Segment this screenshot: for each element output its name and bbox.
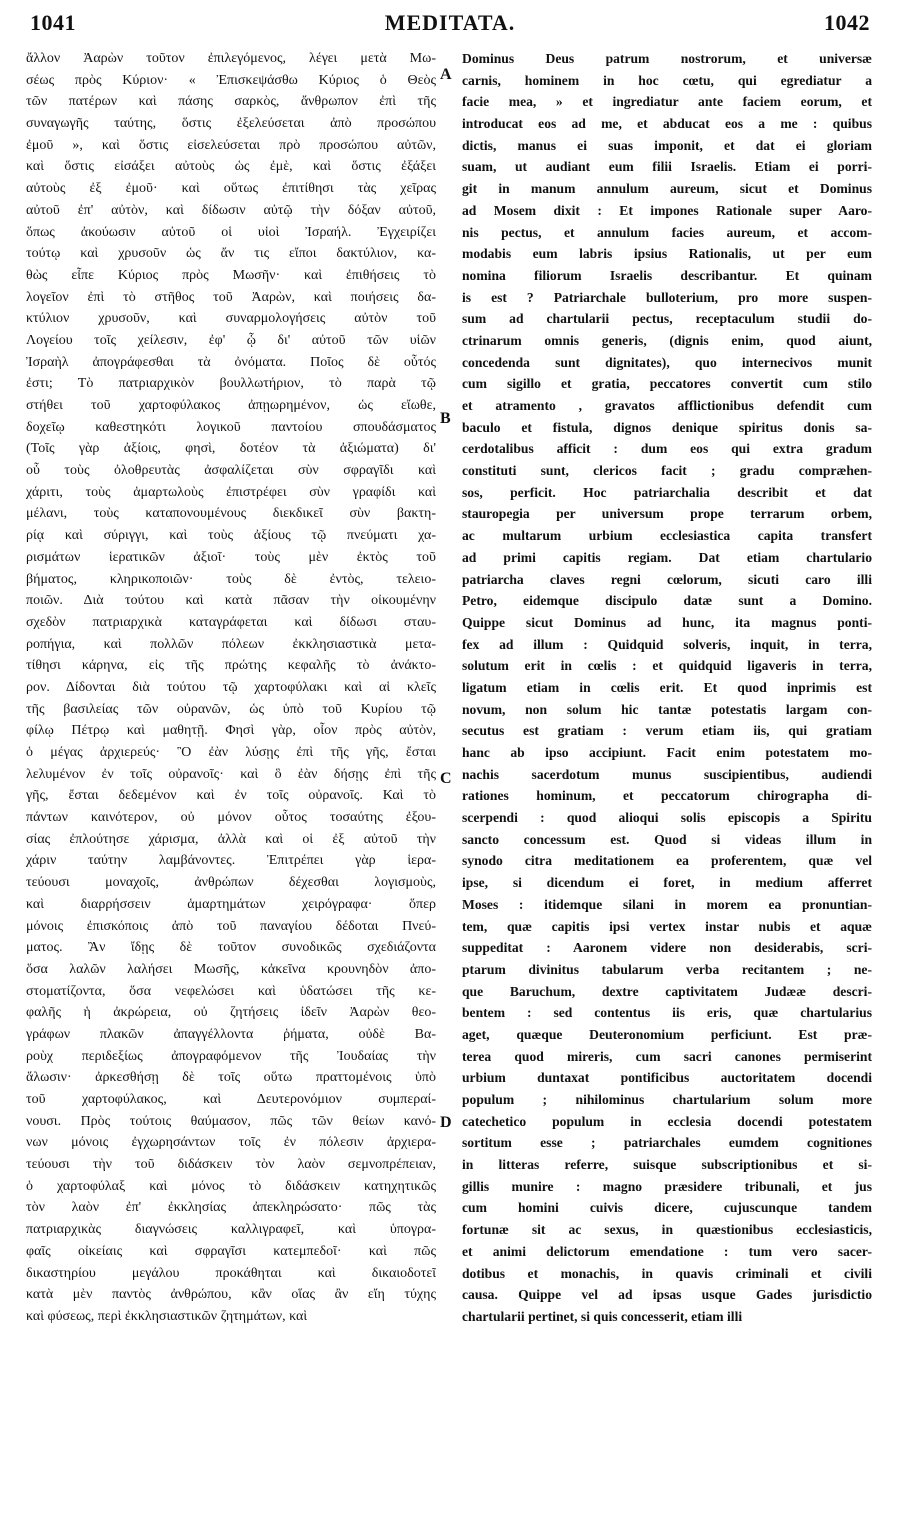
text-line: ipse, si dicendum ei foret, in medium afferret <box>462 875 872 891</box>
text-line: fortunæ sit ac sexus, in quæstionibus ecclesiasticis, <box>462 1222 872 1238</box>
text-line: κατὰ μὲν παντὸς ἀνθρώπου, κἂν οἵας ἂν εἴη τύχης <box>26 1287 436 1303</box>
text-line: μόνοις ἐπισκόποις ἀπὸ τοῦ παναγίου δέδοται Πνεύ- <box>26 918 436 934</box>
text-line: φαλῆς ἡ ἀκρώρεια, οὐ ζητήσεις ἰδεῖν Ἀαρὼν θεο- <box>26 1005 436 1021</box>
text-line: στοματίζοντα, ὅσα νεφελώσει καὶ ὑδατώσει τῆς κε- <box>26 983 436 999</box>
text-line: dotibus et monachis, in quavis criminali et civili <box>462 1265 872 1281</box>
text-line: χάριτι, τοὺς ἁμαρτωλοὺς ἐπιστρέφει σὺν γραφίδι καὶ <box>26 484 436 500</box>
text-line: νουσι. Πρὸς τούτοις θαύμασον, πῶς τῶν θείων κανό- <box>26 1113 436 1129</box>
text-line: ἅλωσιν· ἀρκεσθήσῃ δὲ τοῖς οὕτω πραττομένοις ὑπὸ <box>26 1070 436 1086</box>
text-line: carnis, hominem in hoc cœtu, qui egrediatur a <box>462 72 872 88</box>
text-line: hanc ab ipso accipiunt. Facit enim potestatem mo- <box>462 745 872 760</box>
text-line: patriarcha claves regni cœlorum, sicuti caro illi <box>462 571 872 587</box>
page-number-left: 1041 <box>30 10 76 35</box>
greek-text-column <box>26 48 436 1328</box>
text-line: sancto concessum est. Quod si videas illum in <box>462 831 872 847</box>
text-line: baculo et fistula, dignos denique spiritus donis sa- <box>462 419 872 435</box>
text-line: σχεδὸν πατριαρχικὰ καταγράφεται καὶ δίδωσι σταυ- <box>26 614 436 630</box>
margin-letter-b: B <box>440 410 451 427</box>
text-line: χάριν ταύτην λαμβάνοντες. Ἐπιτρέπει γὰρ ἱερα- <box>26 853 436 869</box>
text-line: ρίᾳ καὶ σύριγγι, καὶ τοὺς ἀξίους τῷ πνεύματι χα- <box>26 528 436 544</box>
text-line: secutus est gratiam : verum etiam iis, qui gratiam <box>462 723 872 739</box>
text-line: τίθησι κάρηνα, εἰς τῆς πρώτης κεφαλῆς τὸ ἀνάκτο- <box>26 658 436 674</box>
text-line: ὅσα λαλῶν λαλήσει Μωσῆς, κἀκεῖνα κρουνηδὸν ἀπο- <box>26 961 436 977</box>
text-line: cum homini cuivis dicere, cujuscunque tandem <box>462 1200 872 1216</box>
text-line: δικαστηρίου μεγάλου προκάθηται καὶ δικαιοδοτεῖ <box>26 1265 436 1281</box>
text-line: καὶ διαρρήσσειν ἁμαρτημάτων χειρόγραφα· ὅπερ <box>26 896 436 912</box>
text-line: fex ad illum : Quidquid solveris, inquit, in terra, <box>462 636 872 652</box>
text-line: Λογείου τοῖς χείλεσιν, ἐφ' ᾧ δι' αὐτοῦ τῶν υἱῶν <box>26 332 436 348</box>
text-line: gillis munire : magno præsidere tribunali, et jus <box>462 1178 872 1194</box>
text-line: ροὺχ περιδεξίως ἀπογραφόμενον τῆς Ἰουδαίας τὴν <box>26 1048 436 1064</box>
text-line: κτύλιον χρυσοῦν, καὶ συναρμολογήσεις αὐτὸν τοῦ <box>26 311 436 327</box>
text-line: in litteras referre, suisque subscriptionibus et si- <box>462 1157 872 1173</box>
text-line: τῶν πατέρων καὶ πάσης σαρκὸς, ἄνθρωπον ἐπὶ τῆς <box>26 94 436 110</box>
text-line: nachis sacerdotum munus suscipientibus, audiendi <box>462 766 872 782</box>
text-line: ad primi capitis regiam. Dat etiam chartulario <box>462 549 872 565</box>
text-line: ὁ μέγας ἀρχιερεύς· Ὃ ἐὰν λύσῃς ἐπὶ τῆς γῆς, ἔσται <box>26 745 436 760</box>
text-line: sum ad chartularii pectus, receptaculum studii do- <box>462 311 872 327</box>
text-line: nomina filiorum Israelis describantur. Et quinam <box>462 267 872 283</box>
text-line: populum ; nihilominus chartularium solum more <box>462 1092 872 1107</box>
text-line: ἐμοῦ », καὶ ὅστις εἰσελεύσεται πρὸ προσώπου αὐτῶν, <box>26 137 436 153</box>
text-line: catechetico populum in ecclesia docendi potestatem <box>462 1113 872 1129</box>
text-line: αὐτοὺς ἐξ ἐμοῦ· καὶ οὕτως ἐπιτίθησι τὰς χεῖρας <box>26 181 436 197</box>
text-line: novum, non solum hic tantæ potestatis largam con- <box>462 701 872 717</box>
text-line: τούτῳ καὶ χρυσοῦν ὡς ἄν τις εἴποι δακτύλιον, κα- <box>26 246 436 262</box>
text-line: bentem : sed contentus iis eris, quæ chartularius <box>462 1005 872 1021</box>
text-line: σίας ἐπλούτησε χάρισμα, ἀλλὰ καὶ οἱ ἐξ αὐτοῦ τὴν <box>26 831 436 847</box>
text-line: τὸν λαὸν ἐπ' ἐκκλησίας ἀπεκληρώσατο· πῶς τὰς <box>26 1200 436 1216</box>
text-line: Petro, eidemque discipulo datæ sunt a Domino. <box>462 593 872 609</box>
text-line: ἐστι; Τὸ πατριαρχικὸν βουλλωτήριον, τὸ παρὰ τῷ <box>26 376 436 392</box>
text-line: οὗ τοὺς ὀλοθρευτὰς ἀσφαλίζεται σὺν σφραγῖδι καὶ <box>26 463 436 479</box>
text-line: γῆς, ἔσται δεδεμένον καὶ ἐν τοῖς οὐρανοῖς. Καὶ τὸ <box>26 788 436 804</box>
text-line: ὅπως ἀκούωσιν αὐτοῦ οἱ υἱοὶ Ἰσραήλ. Ἐγχειρίζει <box>26 224 436 240</box>
text-line: sos, perficit. Hoc patriarchalia describit et dat <box>462 484 872 500</box>
text-line: Ἰσραὴλ ἀπογράφεσθαι τὰ ὀνόματα. Ποῖος δὲ οὗτός <box>26 354 436 370</box>
text-line: cum sigillo et gratia, peccatores convertit cum stilo <box>462 376 872 392</box>
text-line: λογεῖον ἐπὶ τὸ στῆθος τοῦ Ἀαρὼν, καὶ ποιήσεις δα- <box>26 289 436 305</box>
text-line: terea quod mireris, cum sacri canones permiserint <box>462 1048 872 1064</box>
text-line: Quippe sicut Dominus ad hunc, ita magnus ponti- <box>462 614 872 630</box>
text-line: τῆς βασιλείας τῶν οὐρανῶν, ὡς ὑπὸ τοῦ Κυρίου τῷ <box>26 701 436 717</box>
text-line: et atramento , gravatos afflictionibus defendit cum <box>462 398 872 413</box>
text-line: stauropegia per universum prope terrarum orbem, <box>462 506 872 522</box>
text-line: ptarum divinitus tabularum verba recitantem ; ne- <box>462 961 872 977</box>
text-line: τοῦ χαρτοφύλακος, καὶ Δευτερονόμιον συμπεραί- <box>26 1092 436 1107</box>
text-line: modabis eum labris ipsius Rationalis, ut per eum <box>462 246 872 262</box>
text-line: ligatum etiam in cœlis erit. Et quod inprimis est <box>462 679 872 695</box>
text-line: Dominus Deus patrum nostrorum, et universæ <box>462 51 872 66</box>
text-line: sortitum esse ; patriarchales eumdem cognitiones <box>462 1135 872 1151</box>
text-line: ac multarum urbium ecclesiastica capita transfert <box>462 528 872 544</box>
text-line: πατριαρχικὰς διαγνώσεις καλλιγραφεῖ, καὶ ὑπογρα- <box>26 1222 436 1238</box>
text-line: φαῖς οἰκείαις καὶ σφραγῖσι κατεμπεδοῖ· καὶ πῶς <box>26 1243 436 1259</box>
text-line: τεύουσι μοναχοῖς, ἀνθρώπων δέχεσθαι λογισμοὺς, <box>26 875 436 891</box>
text-line: ctrinarum omnis generis, (dignis enim, quod aiunt, <box>462 332 872 348</box>
text-line: πάντων καινότερον, οὐ μόνον οὗτος τοσαύτης ἐξου- <box>26 810 436 826</box>
text-line: καὶ φύσεως, περὶ ἐκκλησιαστικῶν ζητημάτων, καὶ <box>26 1308 308 1324</box>
running-header <box>30 8 870 42</box>
text-line: ματος. Ἂν ἴδῃς δὲ τοῦτον συνοδικῶς σχεδιάζοντα <box>26 940 436 956</box>
text-line: solutum erit in cœlis : et quidquid ligaveris in terra, <box>462 658 872 674</box>
text-line: git in manum annulum aureum, sicut et Dominus <box>462 181 872 197</box>
text-line: γράφων πλακῶν ἀπαγγέλλοντα ῥήματα, οὐδὲ Βα- <box>26 1026 436 1042</box>
text-line: cerdotalibus afficit : dum eos qui extra gradum <box>462 441 872 457</box>
margin-letter-c: C <box>440 770 452 787</box>
text-line: στήθει τοῦ χαρτοφύλακος ἀπῃωρημένον, ὡς εἴωθε, <box>26 398 436 413</box>
latin-text-column <box>462 48 872 1328</box>
text-line: τεύουσι τὴν τοῦ διδάσκειν τὸν λαὸν σεμνοπρέπειαν, <box>26 1157 436 1173</box>
running-title: MEDITATA. <box>384 10 516 35</box>
text-line: urbium duntaxat pontificibus auctoritatem docendi <box>462 1070 872 1086</box>
text-line: ρισμάτων ἱερατικῶν ἀξιοῖ· τοὺς μὲν ἐκτὸς τοῦ <box>26 549 436 565</box>
text-line: scerpendi : quod alioqui solis episcopis a Spiritu <box>462 810 872 826</box>
text-line: καὶ ὅστις εἰσάξει αὐτοὺς ὡς ἐμὲ, καὶ ὅστις ἐξάξει <box>26 159 436 175</box>
text-line: concedenda sunt dignitates), quo internecivos munit <box>462 354 872 370</box>
text-line: suam, ut audiant eum filii Israelis. Etiam ei porri- <box>462 159 872 175</box>
text-line: λελυμένον ἐν τοῖς οὐρανοῖς· καὶ ὃ ἐὰν δήσῃς ἐπὶ τῆς <box>26 766 436 782</box>
text-line: μέλανι, τοὺς καταπονουμένους διεκδικεῖ σὺν βακτη- <box>26 506 436 522</box>
text-line: δοχεῖῳ καθεστηκότι λογικοῦ παντοίου σπουδάσματος <box>26 419 436 435</box>
text-line: ροπήγια, καὶ πολλῶν πόλεων ἐκκλησιαστικὰ μετα- <box>26 636 436 652</box>
text-line: ad Mosem dixit : Et impones Rationale super Aaro- <box>462 202 872 218</box>
page-number-right: 1042 <box>824 10 870 35</box>
text-line: rationes hominum, et peccatorum chirographa di- <box>462 788 872 804</box>
text-line: causa. Quippe vel ad ipsas usque Gades jurisdictio <box>462 1287 872 1303</box>
text-line: synodo citra meditationem ea proferentem, quæ vel <box>462 853 872 869</box>
text-line: facie mea, » et ingrediatur ante faciem eorum, et <box>462 94 872 110</box>
text-line: ποιῶν. Διὰ τούτου καὶ κατὰ πᾶσαν τὴν οἰκουμένην <box>26 593 436 609</box>
text-line: nis pectus, et annulum facies aureum, et accom- <box>462 224 872 240</box>
text-line: βήματος, κληρικοποιῶν· τοὺς δὲ ἐντὸς, τελειο- <box>26 571 436 587</box>
text-line: ρον. Δίδονται διὰ τούτου τῷ χαρτοφύλακι καὶ αἱ κλεῖς <box>26 679 436 695</box>
text-line: συναγωγῆς ταύτης, ὅστις ἐξελεύσεται ἀπὸ προσώπου <box>26 116 436 132</box>
text-line: φίλῳ Πέτρῳ καὶ μαθητῇ. Φησὶ γὰρ, οἷον πρὸς αὐτὸν, <box>26 723 436 739</box>
text-line: ὁ χαρτοφύλαξ καὶ μόνος τὸ διδάσκειν κατηχητικῶς <box>26 1178 436 1194</box>
margin-letter-a: A <box>440 66 452 83</box>
text-line: θὼς εἶπε Κύριος πρὸς Μωσῆν· καὶ ἐπιθήσεις τὸ <box>26 267 436 283</box>
text-line: σέως πρὸς Κύριον· « Ἐπισκεψάσθω Κύριος ὁ Θεὸς <box>26 72 436 88</box>
text-line: chartularii pertinet, si quis concesserit, etiam illi <box>462 1308 743 1324</box>
text-line: constituti sunt, clericos facit ; gradu compræhen- <box>462 463 872 479</box>
text-line: tem, quæ capitis ipsi vertex instar nubis et aquæ <box>462 918 872 934</box>
margin-letter-d: D <box>440 1114 452 1131</box>
text-line: Moses : itidemque silani in morem ea pronuntian- <box>462 896 872 912</box>
text-line: αὐτοῦ ἐπ' αὐτὸν, καὶ δίδωσιν αὐτῷ τὴν δόξαν αὐτοῦ, <box>26 202 436 218</box>
text-line: dictis, manus ei suas imponit, et dat ei gloriam <box>462 137 872 153</box>
text-line: is est ? Patriarchale bulloterium, pro more suspen- <box>462 289 872 305</box>
text-line: aget, quæque Deuteronomium perficiunt. Est præ- <box>462 1026 872 1042</box>
text-line: suppeditat : Aaronem videre non desiderabis, scri- <box>462 940 872 956</box>
text-line: que Baruchum, dextre captivitatem Judææ descri- <box>462 983 872 999</box>
text-line: et animi delictorum emendatione : tum vero sacer- <box>462 1243 872 1259</box>
text-line: (Τοῖς γὰρ ἀξίοις, φησὶ, δοτέον τὰ ἀξιώματα) δι' <box>26 441 436 457</box>
text-line: νων μόνοις ἐγχωρησάντων τοῖς ἐν πόλεσιν ἀρχιερα- <box>26 1135 436 1151</box>
text-line: introducat eos ad me, et abducat eos a me : quibus <box>462 116 872 132</box>
text-line: ἄλλον Ἀαρὼν τοῦτον ἐπιλεγόμενος, λέγει μετὰ Μω- <box>26 51 436 66</box>
